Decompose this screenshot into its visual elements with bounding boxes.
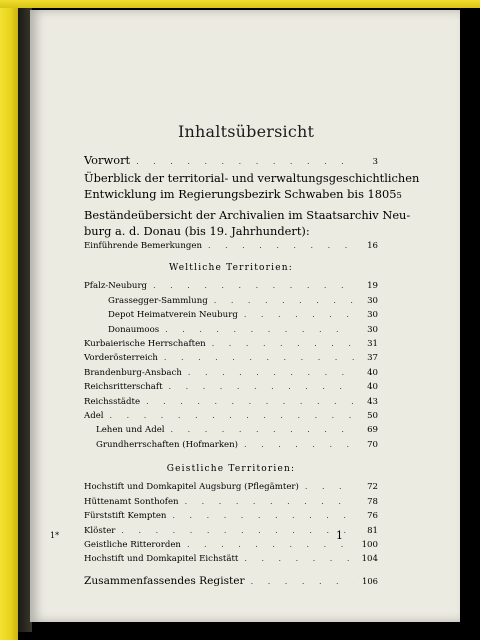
toc-entry-label: Geistliche Ritterorden xyxy=(84,539,181,550)
toc-entry[interactable] xyxy=(84,294,378,308)
toc-entry[interactable] xyxy=(84,337,378,351)
toc-entry-intro[interactable] xyxy=(84,239,378,253)
table-of-contents xyxy=(84,152,420,590)
leader-dots xyxy=(121,524,354,537)
toc-entry-page: 50 xyxy=(367,411,378,422)
toc-entry-label: Hochstift und Domkapitel Eichstätt xyxy=(84,554,239,565)
toc-entry[interactable] xyxy=(84,308,378,322)
toc-entry[interactable] xyxy=(84,351,378,365)
toc-entry-page: 69 xyxy=(367,425,378,436)
section-clerical-list xyxy=(84,480,378,566)
section-heading-secular: Weltliche Territorien: xyxy=(168,263,293,274)
toc-entry-page: 78 xyxy=(367,496,378,507)
toc-entry-page: 5 xyxy=(396,190,402,200)
toc-entry-page: 30 xyxy=(367,324,378,335)
toc-entry-label: Donaumoos xyxy=(108,324,160,335)
leader-dots xyxy=(305,480,354,493)
toc-entry-label: Kurbaierische Herrschaften xyxy=(84,339,206,350)
page-number: 1 xyxy=(336,529,343,542)
toc-entry-label-line1: Beständeübersicht der Archivalien im Staatsarchiv Neu- xyxy=(84,208,411,222)
section-secular-list xyxy=(84,279,378,452)
toc-entry-label: Fürststift Kempten xyxy=(84,511,167,522)
leader-dots xyxy=(146,395,354,408)
toc-entry-label: Lehen und Adel xyxy=(96,425,165,436)
leader-dots xyxy=(244,438,354,451)
toc-entry[interactable] xyxy=(84,380,378,394)
toc-entry-vorwort[interactable] xyxy=(84,152,378,170)
leader-dots xyxy=(188,366,354,379)
toc-entry-overview[interactable] xyxy=(84,170,420,203)
leader-dots xyxy=(187,538,354,551)
section-heading-clerical: Geistliche Territorien: xyxy=(166,464,296,475)
toc-entry-register[interactable] xyxy=(84,573,378,590)
leader-dots xyxy=(244,552,354,565)
leader-dots xyxy=(212,337,354,350)
leader-dots xyxy=(169,380,354,393)
toc-entry-label: Adel xyxy=(84,411,104,422)
toc-entry[interactable] xyxy=(84,524,378,538)
toc-entry-label: Reichsstädte xyxy=(84,396,141,407)
toc-entry-page: 106 xyxy=(362,575,378,586)
book-cover-top-edge xyxy=(0,0,480,8)
toc-entry-page: 31 xyxy=(367,339,378,350)
toc-entry[interactable] xyxy=(84,366,378,380)
leader-dots xyxy=(185,495,354,508)
toc-entry-page: 76 xyxy=(367,511,378,522)
toc-entry-label: Hochstift und Domkapitel Augsburg (Pflegämter) xyxy=(84,482,299,493)
leader-dots xyxy=(136,154,354,170)
toc-entry-page: 72 xyxy=(367,482,378,493)
toc-entry-label: Vorwort xyxy=(84,153,131,167)
toc-entry-label: Klöster xyxy=(84,525,116,536)
toc-entry-page: 70 xyxy=(367,439,378,450)
toc-entry-label: Vorderösterreich xyxy=(84,353,158,364)
leader-dots xyxy=(172,509,354,522)
toc-entry[interactable] xyxy=(84,509,378,523)
leader-dots xyxy=(214,294,354,307)
toc-entry-label: Grassegger-Sammlung xyxy=(108,295,208,306)
toc-entry[interactable] xyxy=(84,480,378,494)
leader-dots xyxy=(208,239,354,252)
toc-entry[interactable] xyxy=(84,279,378,293)
toc-entry-bestand[interactable] xyxy=(84,207,411,239)
toc-entry-label: Depot Heimatverein Neuburg xyxy=(108,310,238,321)
toc-entry[interactable] xyxy=(84,423,378,437)
toc-entry-page: 40 xyxy=(367,382,378,393)
toc-entry-label: Grundherrschaften (Hofmarken) xyxy=(96,439,239,450)
toc-entry-page: 19 xyxy=(367,281,378,292)
toc-entry-page: 104 xyxy=(361,554,378,565)
leader-dots xyxy=(251,574,354,590)
toc-entry-page: 81 xyxy=(367,525,378,536)
toc-entry-page: 40 xyxy=(367,367,378,378)
toc-entry-label: Brandenburg-Ansbach xyxy=(84,367,182,378)
toc-entry-page: 30 xyxy=(367,295,378,306)
toc-entry-page: 16 xyxy=(367,241,378,251)
leader-dots xyxy=(165,323,354,336)
toc-entry[interactable] xyxy=(84,495,378,509)
toc-entry[interactable] xyxy=(84,538,378,552)
toc-entry-label: Einführende Bemerkungen xyxy=(84,241,202,251)
toc-entry-label: Hüttenamt Sonthofen xyxy=(84,496,179,507)
toc-entry[interactable] xyxy=(84,552,378,566)
toc-entry-page: 100 xyxy=(361,539,378,550)
toc-entry-label: Zusammenfassendes Register xyxy=(84,574,245,587)
toc-entry-label-line2: Entwicklung im Regierungsbezirk Schwaben bis 1805 xyxy=(84,187,397,201)
toc-entry[interactable] xyxy=(84,438,378,452)
book-cover-edge xyxy=(0,0,18,640)
toc-entry-page: 37 xyxy=(367,353,378,364)
toc-entry[interactable] xyxy=(84,395,378,409)
leader-dots xyxy=(153,279,354,292)
toc-entry-page: 43 xyxy=(367,396,378,407)
leader-dots xyxy=(164,351,354,364)
toc-entry[interactable] xyxy=(84,323,378,337)
toc-entry-page: 3 xyxy=(372,156,378,166)
toc-entry-page: 30 xyxy=(367,310,378,321)
signature-mark: 1* xyxy=(50,531,60,540)
leader-dots xyxy=(110,409,354,422)
toc-entry[interactable] xyxy=(84,409,378,423)
toc-entry-label: Pfalz-Neuburg xyxy=(84,281,148,292)
toc-entry-label-line2: burg a. d. Donau (bis 19. Jahrhundert): xyxy=(84,224,310,238)
leader-dots xyxy=(171,423,354,436)
leader-dots xyxy=(244,308,354,321)
toc-entry-label: Reichsritterschaft xyxy=(84,382,163,393)
page-title: Inhaltsübersicht xyxy=(178,122,315,141)
toc-entry-label-line1: Überblick der territorial- und verwaltungsgeschichtlichen xyxy=(84,171,420,185)
